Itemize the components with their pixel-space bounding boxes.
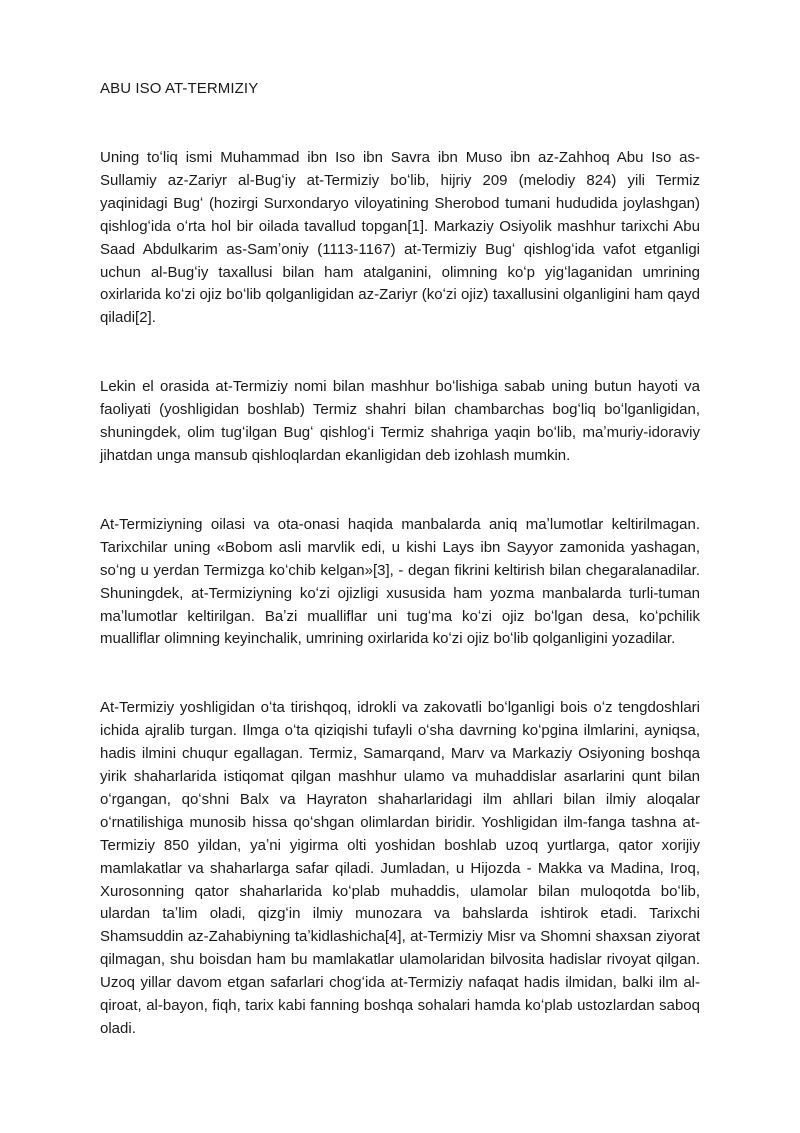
paragraph-2: Lekin el orasida at-Termiziy nomi bilan mashhur boʻlishiga sabab uning butun hayoti va faoliyati (yoshligidan boshlab) Termiz shahri bilan chambarchas bogʻliq boʻlganligidan, shuningdek, olim tugʻilgan Bugʻ qishlogʻi Termiz shahriga yaqin boʻlib, maʼmuriy-idoraviy jihatdan unga mansub qishloqlardan ekanligidan deb izohlash mumkin.	[100, 378, 700, 464]
paragraph-4: At-Termiziy yoshligidan oʻta tirishqoq, idrokli va zakovatli boʻlganligi bois oʻz tengdoshlari ichida ajralib turgan. Ilmga oʻta qiziqishi tufayli oʻsha davrning koʻpgina ilmlarini, ayniqsa, hadis ilmini chuqur egallagan. Termiz, Samarqand, Marv va Markaziy Osiyoning boshqa yirik shaharlarida istiqomat qilgan mashhur ulamo va muhaddislar asarlarini qunt bilan oʻrgangan, qoʻshni Balx va Hayraton shaharlaridagi ilm ahllari bilan ilmiy aloqalar oʻrnatilishiga munosib hissa qoʻshgan olimlardan biridir. Yoshligidan ilm-fanga tashna at-Termiziy 850 yildan, yaʼni yigirma olti yoshidan boshlab uzoq yurtlarga, qator xorijiy mamlakatlar va shaharlarga safar qiladi. Jumladan, u Hijozda - Makka va Madina, Iroq, Xurosonning qator shaharlarida koʻplab muhaddis, ulamolar bilan muloqotda boʻlib, ulardan taʼlim oladi, qizgʻin ilmiy munozara va bahslarda ishtirok etadi. Tarixchi Shamsuddin az-Zahabiyning taʼkidlashicha[4], at-Termiziy Misr va Shomni shaxsan ziyorat qilmagan, shu boisdan ham bu mamlakatlar ulamolaridan bilvosita hadislar rivoyat qilgan. Uzoq yillar davom etgan safarlari chogʻida at-Termiziy nafaqat hadis ilmidan, balki ilm al-qiroat, al-bayon, fiqh, tarix kabi fanning boshqa sohalari hamda koʻplab ustozlardan saboq oladi.	[100, 699, 700, 1037]
document-title: ABU ISO AT-TERMIZIY	[100, 80, 259, 97]
paragraph-3: At-Termiziyning oilasi va ota-onasi haqida manbalarda aniq maʼlumotlar keltirilmagan. Tarixchilar uning «Bobom asli marvlik edi, u kishi Lays ibn Sayyor zamonida yashagan, soʻng u yerdan Termizga koʻchib kelgan»[3], - degan fikrini keltirish bilan chegaralanadilar. Shuningdek, at-Termiziyning koʻzi ojizligi xususida ham yozma manbalarda turli-tuman maʼlumotlar keltirilgan. Baʼzi mualliflar uni tugʻma koʻzi ojiz boʻlgan desa, koʻpchilik mualliflar olimning keyinchalik, umrining oxirlarida koʻzi ojiz boʻlib qolganligini yozadilar.	[100, 515, 700, 648]
paragraph-1: Uning toʻliq ismi Muhammad ibn Iso ibn Savra ibn Muso ibn az-Zahhoq Abu Iso as-Sullamiy az-Zariyr al-Bugʻiy at-Termiziy boʻlib, hijriy 209 (melodiy 824) yili Termiz yaqinidagi Bugʻ (hozirgi Surxondaryo viloyatining Sherobod tumani hududida joylashgan) qishlogʻida oʻrta hol bir oilada tavallud topgan[1]. Markaziy Osiyolik mashhur tarixchi Abu Saad Abdulkarim as-Samʼoniy (1113-1167) at-Termiziy Bugʻ qishlogʻida vafot etganligi uchun al-Bugʻiy taxallusi bilan ham atalganini, olimning koʻp yigʻlaganidan umrining oxirlarida koʻzi ojiz boʻlib qolganligidan az-Zariyr (koʻzi ojiz) taxallusini olganligini ham qayd qiladi[2].	[100, 149, 700, 327]
document-page	[100, 78, 700, 1087]
